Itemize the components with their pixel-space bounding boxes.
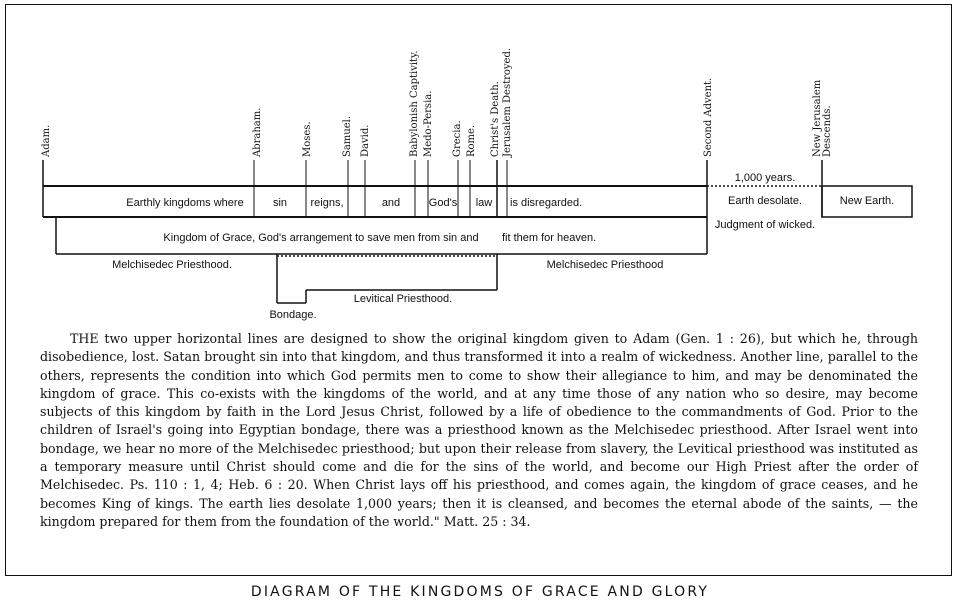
event-new-jerusalem: New Jerusalem <box>812 79 823 157</box>
earthly-word-3: reigns, <box>310 197 344 209</box>
event-david: David. <box>360 124 371 157</box>
event-adam: Adam. <box>41 124 52 157</box>
melchisedec-right-label: Melchisedec Priesthood <box>546 259 664 271</box>
earthly-word-4: and <box>381 197 401 209</box>
event-descends: Descends. <box>822 105 833 157</box>
event-babylonish-captivity: Babylonish Captivity. <box>409 50 420 157</box>
diagram-title: DIAGRAM OF THE KINGDOMS OF GRACE AND GLORY <box>250 584 710 600</box>
earth-desolate-label: Earth desolate. <box>728 195 802 207</box>
new-earth-label: New Earth. <box>839 195 895 207</box>
event-grecia: Grecia. <box>452 120 463 157</box>
timeline-event-labels <box>41 48 833 158</box>
event-moses: Moses. <box>302 121 313 157</box>
description-paragraph: THE two upper horizontal lines are designed to show the original kingdom given to Adam (Gen. 1 : 26), but which he, through disobedience, lost. Satan brought sin into that kingdom, and thus transformed it into a realm of wickedness. Another line, parallel to the others, represents the condition into which God permits men to come to show their allegiance to him, and may be denominated the kingdom of grace. This co-exists with the kingdoms of the world, and at any time those of any nation who so desire, may become subjects of this kingdom by faith in the Lord Jesus Christ, followed by a life of obedience to the commandments of God. Prior to the children of Israel's going into Egyptian bondage, there was a priesthood known as the Melchisedec priesthood. After Israel went into bondage, we hear no more of the Melchisedec priesthood; but upon their release from slavery, the Levitical priesthood was instituted as a temporary measure until Christ should come and die for the sins of the world, and become our High Priest after the order of Melchisedec. Ps. 110 : 1, 4; Heb. 6 : 20. When Christ lays off his priesthood, and comes again, the kingdom of grace ceases, and he becomes King of kings. The earth lies desolate 1,000 years; then it is cleansed, and becomes the eternal abode of the saints, — the kingdom prepared for them from the foundation of the world." Matt. 25 : 34. <box>40 331 918 529</box>
judgment-label: Judgment of wicked. <box>714 219 816 231</box>
earthly-band-text <box>126 197 582 209</box>
earthly-word-1: Earthly kingdoms where <box>126 197 244 209</box>
grace-label-1: Kingdom of Grace, God's arrangement to save men from sin and <box>163 232 479 244</box>
event-abraham: Abraham. <box>252 107 263 157</box>
bondage-label: Bondage. <box>269 309 317 321</box>
event-jerusalem-destroyed: Jerusalem Destroyed. <box>502 47 513 157</box>
earthly-word-6: law <box>475 197 493 209</box>
grace-label-2: fit them for heaven. <box>502 232 597 244</box>
millennium-section <box>707 160 912 217</box>
event-christs-death: Christ's Death. <box>490 81 501 157</box>
event-rome: Rome. <box>466 124 477 157</box>
melchisedec-left-label: Melchisedec Priesthood. <box>112 259 232 271</box>
earthly-word-2: sin <box>272 197 288 209</box>
earthly-word-5: God's <box>428 197 458 209</box>
earthly-word-7: is disregarded. <box>510 197 583 209</box>
event-second-advent: Second Advent. <box>703 77 714 157</box>
levitical-label: Levitical Priesthood. <box>353 293 453 305</box>
event-samuel: Samuel. <box>342 115 353 157</box>
event-medo-persia: Medo-Persia. <box>423 90 434 157</box>
millennium-label: 1,000 years. <box>734 172 796 184</box>
